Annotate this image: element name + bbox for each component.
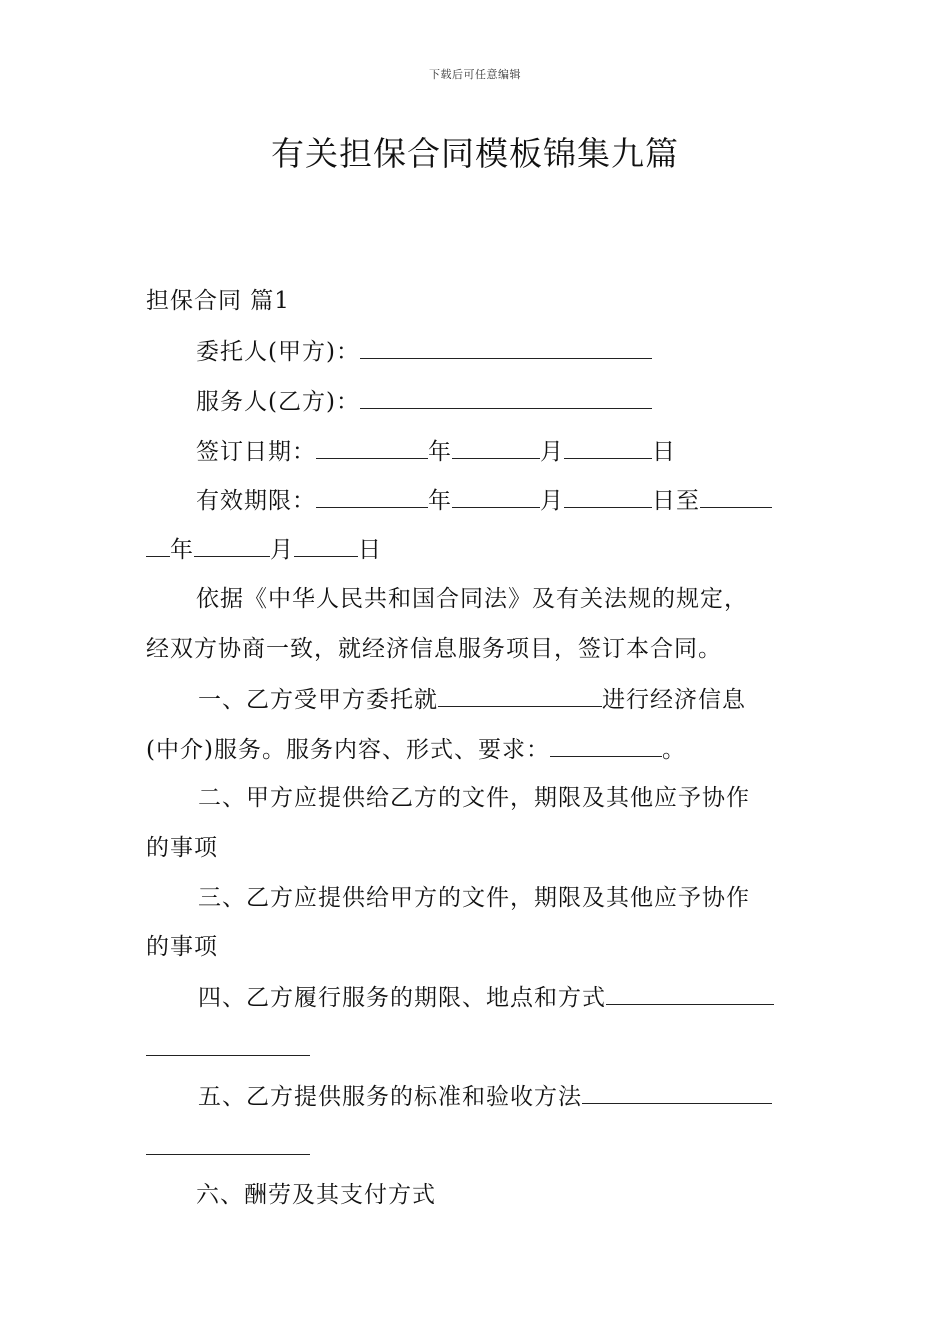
valid-day-blank: [564, 485, 652, 508]
day-to-text: 日至: [652, 488, 700, 514]
sign-date-field: [196, 436, 676, 467]
valid-month-blank: [452, 485, 540, 508]
sign-date-label: 签订日期：: [196, 439, 316, 465]
clause-5-text: 五、乙方提供服务的标准和验收方法: [198, 1084, 582, 1110]
clause-5-line: [198, 1081, 772, 1112]
valid-period-field: [196, 485, 772, 516]
clause-6-line: 六、酬劳及其支付方式: [196, 1182, 436, 1208]
clause-5-blank-b: [146, 1154, 310, 1155]
client-blank: [360, 336, 652, 359]
year-text: 年: [170, 537, 194, 563]
day-text: 日: [358, 537, 382, 563]
header-note: 下载后可任意编辑: [429, 68, 521, 81]
provider-blank: [360, 386, 652, 409]
clause-1-end: 。: [661, 737, 686, 763]
valid-end-year-blank-a: [700, 485, 772, 508]
sign-month-blank: [452, 436, 540, 459]
sign-day-blank: [564, 436, 652, 459]
valid-end-year-blank-b: [146, 534, 170, 557]
clause-1-text-b: 进行经济信息: [602, 687, 746, 713]
clause-3-line1: 三、乙方应提供给甲方的文件，期限及其他应予协作: [198, 885, 750, 911]
intro-paragraph-line2: 经双方协商一致，就经济信息服务项目，签订本合同。: [146, 636, 722, 662]
clause-5-blank-a: [582, 1081, 772, 1104]
month-text: 月: [540, 488, 564, 514]
clause-4-blank-a: [606, 982, 774, 1005]
clause-2-line2: 的事项: [146, 835, 218, 861]
month-text: 月: [540, 439, 564, 465]
page-title: 有关担保合同模板锦集九篇: [271, 134, 679, 173]
clause-1-blank-b: [550, 734, 662, 757]
valid-period-field-cont: [146, 534, 382, 565]
valid-period-label: 有效期限：: [196, 488, 316, 514]
valid-end-month-blank: [194, 534, 270, 557]
clause-4-blank-b: [146, 1055, 310, 1056]
clause-4-text: 四、乙方履行服务的期限、地点和方式: [198, 985, 606, 1011]
sign-year-blank: [316, 436, 428, 459]
client-label: 委托人(甲方)：: [196, 339, 360, 365]
clause-1-text-a: 一、乙方受甲方委托就: [198, 687, 438, 713]
clause-4-line: [198, 982, 774, 1013]
clause-3-line2: 的事项: [146, 934, 218, 960]
client-field: [196, 336, 652, 367]
valid-end-day-blank: [294, 534, 358, 557]
year-text: 年: [428, 488, 452, 514]
month-text: 月: [270, 537, 294, 563]
provider-field: [196, 386, 652, 417]
clause-1-blank-a: [438, 684, 602, 707]
clause-2-line1: 二、甲方应提供给乙方的文件，期限及其他应予协作: [198, 785, 750, 811]
section-heading: 担保合同 篇1: [146, 288, 290, 314]
day-text: 日: [652, 439, 676, 465]
clause-1-line2: [146, 734, 686, 765]
year-text: 年: [428, 439, 452, 465]
clause-1-line1: [198, 684, 746, 715]
provider-label: 服务人(乙方)：: [196, 389, 360, 415]
valid-year-blank: [316, 485, 428, 508]
clause-1-text-c: (中介)服务。服务内容、形式、要求：: [146, 737, 550, 763]
intro-paragraph-line1: 依据《中华人民共和国合同法》及有关法规的规定，: [196, 586, 748, 612]
